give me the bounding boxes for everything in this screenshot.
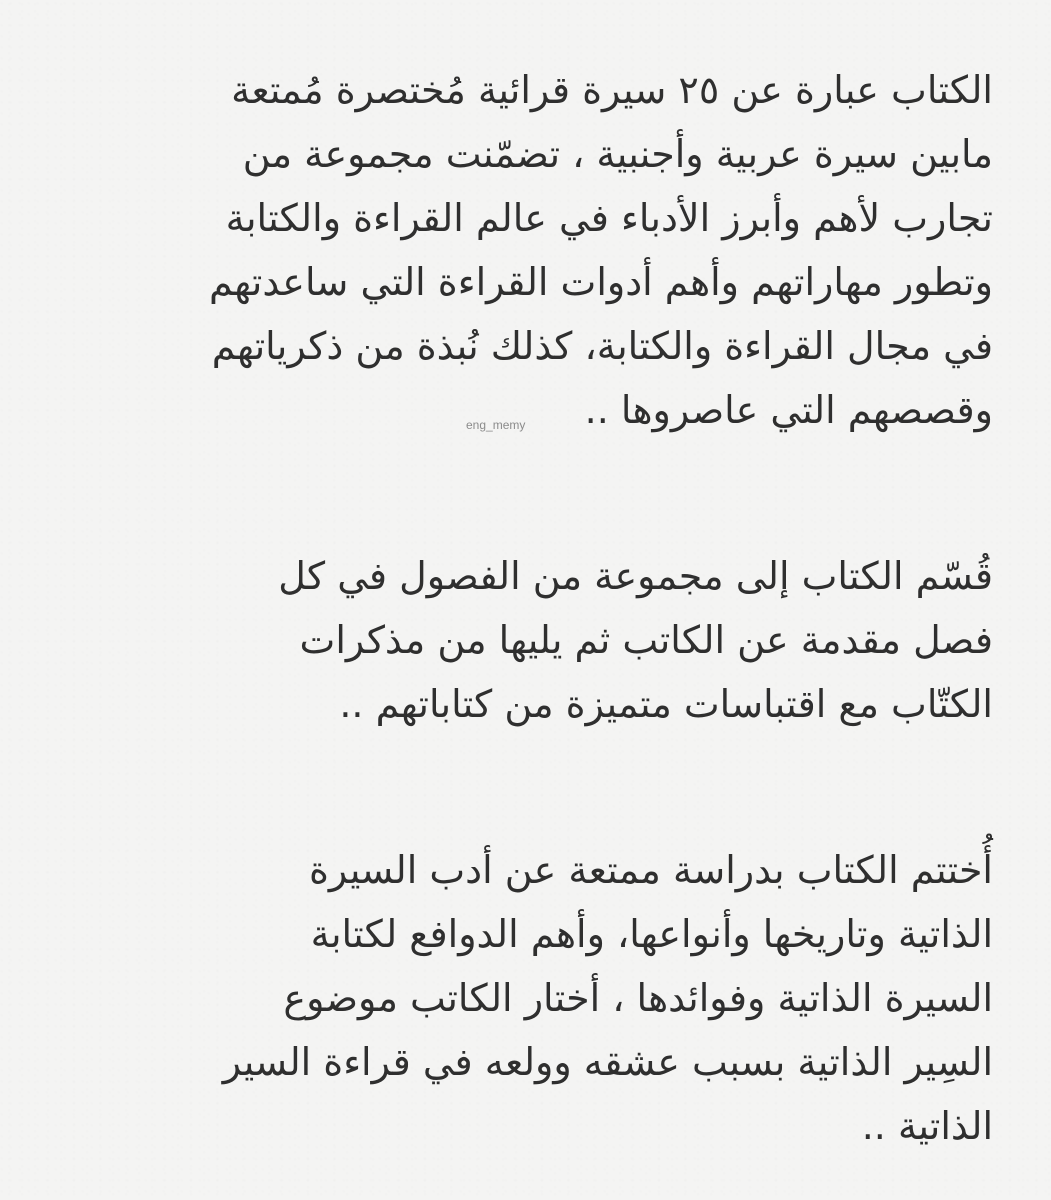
text-line: وتطور مهاراتهم وأهم أدوات القراءة التي ساعدتهم: [208, 260, 993, 304]
arabic-note-text: [62, 58, 993, 1158]
text-line: الكتاب عبارة عن ٢٥ سيرة قرائية مُختصرة مُمتعة: [231, 68, 993, 112]
text-line: قُسّم الكتاب إلى مجموعة من الفصول في كل: [278, 554, 993, 598]
text-line: وقصصهم التي عاصروها ..: [584, 388, 993, 432]
paragraph-book-structure: [62, 544, 993, 736]
paragraph-book-conclusion: [62, 838, 993, 1158]
text-line: تجارب لأهم وأبرز الأدباء في عالم القراءة والكتابة: [225, 196, 993, 240]
text-line: مابين سيرة عربية وأجنبية ، تضمّنت مجموعة من: [242, 132, 993, 176]
text-line: في مجال القراءة والكتابة، كذلك نُبذة من ذكرياتهم: [211, 324, 993, 368]
text-line: السِير الذاتية بسبب عشقه وولعه في قراءة السير: [222, 1040, 993, 1084]
text-line: الذاتية وتاريخها وأنواعها، وأهم الدوافع لكتابة: [310, 912, 993, 956]
text-line: الذاتية ..: [861, 1104, 993, 1148]
text-line: فصل مقدمة عن الكاتب ثم يليها من مذكرات: [299, 618, 993, 662]
text-line: السيرة الذاتية وفوائدها ، أختار الكاتب موضوع: [283, 976, 993, 1020]
author-watermark: eng_memy: [466, 418, 526, 432]
paragraph-book-overview: [62, 58, 993, 442]
text-line: أُختتم الكتاب بدراسة ممتعة عن أدب السيرة: [308, 848, 993, 892]
text-line: الكتّاب مع اقتباسات متميزة من كتاباتهم ..: [339, 682, 993, 726]
